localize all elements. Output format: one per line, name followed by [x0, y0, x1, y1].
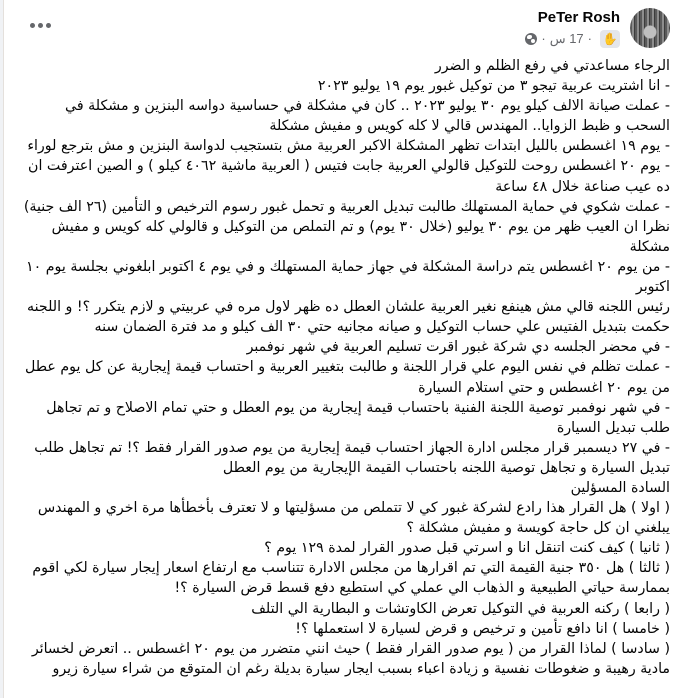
post-line: ( ثالثا ) هل ٣٥٠ جنية القيمة التي تم اقرارها من مجلس الادارة تتناسب مع ارتفاع اسعار إيجار سيارة لكي اقوم بممارسة حياتي الطبيعية و الذهاب الي عملي كي استطيع دفع قسط قرض السيارة ؟!: [32, 560, 670, 597]
avatar[interactable]: [630, 8, 670, 48]
post-line: ( ثانيا ) كيف كنت اتنقل انا و اسرتي قبل صدور القرار لمدة ١٢٩ يوم ؟: [264, 540, 670, 557]
more-options-icon-dot: [38, 23, 43, 28]
post-line: - في ٢٧ ديسمبر قرار مجلس ادارة الجهاز احتساب قيمة إيجارية من يوم صدور القرار فقط ؟! تم تجاهل طلب تبديل السيارة و تجاهل توصية اللجنه باحتساب القيمة الإيجارية من يوم العطل: [34, 439, 670, 476]
post-text: [18, 56, 670, 679]
post-line: السادة المسؤلين: [570, 479, 670, 496]
post-line: - انا اشتريت عربية تيجو ٣ من توكيل غبور يوم ١٩ يوليو ٢٠٢٣: [317, 78, 670, 95]
meta-separator: ·: [587, 31, 592, 46]
post-timestamp[interactable]: 17 س: [549, 31, 584, 46]
post-line: - عملت شكوي في حماية المستهلك طالبت تبديل العربية و تحمل غبور رسوم الترخيص و التأمين (٢٦ الف جنية) نظرا ان العيب ظهر من يوم ٣٠ يوليو (خلال ٣٠ يوم) و تم التملص من التوكيل و قالولي كله كويس و مفيش مشكلة: [23, 198, 670, 255]
more-options-icon: [30, 23, 35, 28]
more-options-button[interactable]: [24, 14, 56, 36]
post-line: ( خامسا ) انا دافع تأمين و ترخيص و قرض لسيارة لا استعملها ؟!: [295, 620, 670, 637]
post-line: ( اولا ) هل القرار هذا رادع لشركة غبور كي لا تتملص من مسؤليتها و لا تعترف بأخطأها مرة اخري و المهندس يبلغني ان كل حاجة كويسة و مفيش مشكلة ؟: [37, 500, 670, 537]
globe-icon[interactable]: [525, 33, 537, 45]
post-line: ( سادسا ) لماذا القرار من ( يوم صدور القرار فقط ) حيث انني متضرر من يوم ٢٠ اغسطس .. اتعرض لخسائر مادية رهيبة و ضغوطات نفسية و زيادة اعباء بسبب ايجار سيارة بديلة رغم ان المتوقع من شراء سيارة زيرو: [31, 640, 670, 677]
post-line: ( رابعا ) ركنه العربية في التوكيل تعرض الكاوتشات و البطارية الي التلف: [251, 600, 670, 617]
post-card: [3, 0, 683, 698]
post-line: - في محضر الجلسه دي شركة غبور اقرت تسليم العربية في شهر نوفمبر: [246, 339, 670, 356]
post-line: - عملت تظلم في نفس اليوم علي قرار اللجنة و طالبت بتغيير العربية و احتساب قيمة إيجارية عن كل يوم عطل من يوم ٢٠ اغسطس و حتي استلام السيارة: [25, 359, 670, 396]
meta-separator: ·: [541, 31, 546, 46]
more-options-icon-dot: [46, 23, 51, 28]
post-line: - يوم ١٩ اغسطس بالليل ابتدات تظهر المشكلة الاكبر العربية مش بتستجيب لدواسة البنزين و مش بترجع لوراء: [27, 138, 670, 155]
post-header: [4, 0, 683, 56]
post-line: - عملت صيانة الالف كيلو يوم ٣٠ يوليو ٢٠٢٣ .. كان في مشكلة في حساسية دواسه البنزين و مشكلة في السحب و ظبط الزوايا.. المهندس قالي لا كله كويس و مفيش مشكلة: [65, 98, 670, 135]
post-meta: [525, 30, 620, 48]
author-block: [525, 9, 620, 48]
post-line: - من يوم ٢٠ اغسطس يتم دراسة المشكلة في جهاز حماية المستهلك و في يوم ٤ اكتوبر ابلغوني بجلسة يوم ١٠ اكتوبر: [25, 258, 670, 296]
post-line: - في شهر نوفمبر توصية اللجنة الفنية باحتساب قيمة إيجارية من يوم العطل و حتي تمام الاصلاح و تم تجاهل طلب تبديل السيارة: [46, 399, 670, 436]
author-name[interactable]: PeTer Rosh: [537, 9, 620, 26]
post-line: - يوم ٢٠ اغسطس روحت للتوكيل قالولي العربية جابت فتيس ( العربية ماشية ٤٠٦٢ كيلو ) و الصين اعترفت ان ده عيب صناعة خلال ٤٨ ساعة: [28, 158, 670, 195]
post-line: رئيس اللجنه قالي مش هينفع نغير العربية علشان العطل ده ظهر لاول مره في عربيتي و لازم يتكرر ؟! و اللجنه حكمت بتبديل الفتيس علي حساب التوكيل و صيانه مجانيه حتي ٣٠ الف كيلو و مد فترة الضمان سنه: [27, 299, 670, 336]
post-line: الرجاء مساعدتي في رفع الظلم و الضرر: [434, 58, 670, 74]
waving-hand-icon[interactable]: ✋: [600, 30, 620, 48]
